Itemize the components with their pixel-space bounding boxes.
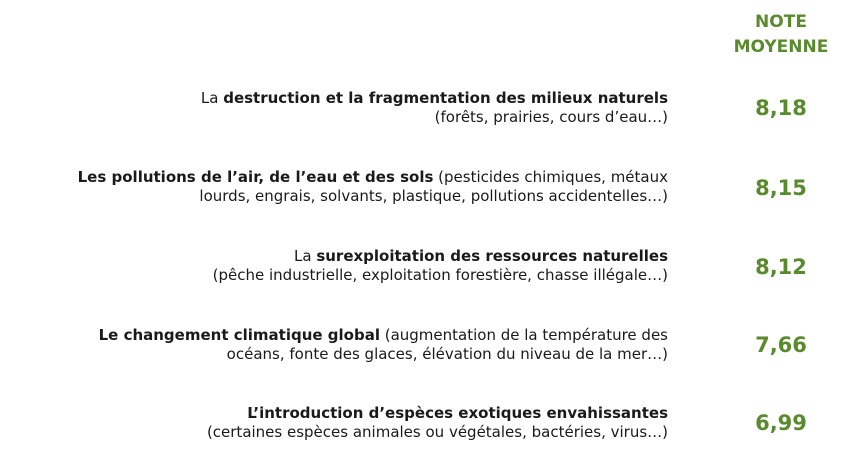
- threat-label: [20, 89, 668, 127]
- average-score: 8,15: [755, 176, 807, 200]
- threat-label-bold-text: destruction et la fragmentation des milieux naturels: [223, 89, 668, 107]
- column-header-line-1: NOTE: [755, 12, 807, 32]
- threat-label-text: lourds, engrais, solvants, plastique, pollutions accidentelles…): [199, 187, 668, 205]
- threat-label: [20, 168, 668, 206]
- average-score: 8,12: [755, 255, 807, 279]
- threat-label: [20, 247, 668, 285]
- threat-label-text: (certaines espèces animales ou végétales, bactéries, virus…): [206, 423, 668, 441]
- threat-label-text: (pesticides chimiques, métaux: [433, 168, 668, 186]
- threat-label-text: (pêche industrielle, exploitation forestière, chasse illégale…): [212, 266, 668, 284]
- threat-label: [20, 404, 668, 442]
- average-score: 6,99: [755, 411, 807, 435]
- threat-label-bold-text: L’introduction d’espèces exotiques envahissantes: [247, 404, 668, 422]
- threat-label-bold-text: surexploitation des ressources naturelles: [316, 247, 668, 265]
- threat-label-text: (forêts, prairies, cours d’eau…): [434, 108, 668, 126]
- column-header-line-2: MOYENNE: [733, 37, 829, 57]
- threat-label-bold-text: Le changement climatique global: [98, 326, 380, 344]
- threat-label-text: La: [293, 247, 317, 265]
- threat-label-text: La: [200, 89, 224, 107]
- average-score: 8,18: [755, 96, 807, 120]
- average-score: 7,66: [755, 333, 807, 357]
- column-header: [712, 10, 850, 60]
- threat-label: [20, 326, 668, 364]
- threat-label-text: (augmentation de la température des: [379, 326, 668, 344]
- threat-label-bold-text: Les pollutions de l’air, de l’eau et des sols: [77, 168, 434, 186]
- threat-label-text: océans, fonte des glaces, élévation du niveau de la mer…): [226, 345, 668, 363]
